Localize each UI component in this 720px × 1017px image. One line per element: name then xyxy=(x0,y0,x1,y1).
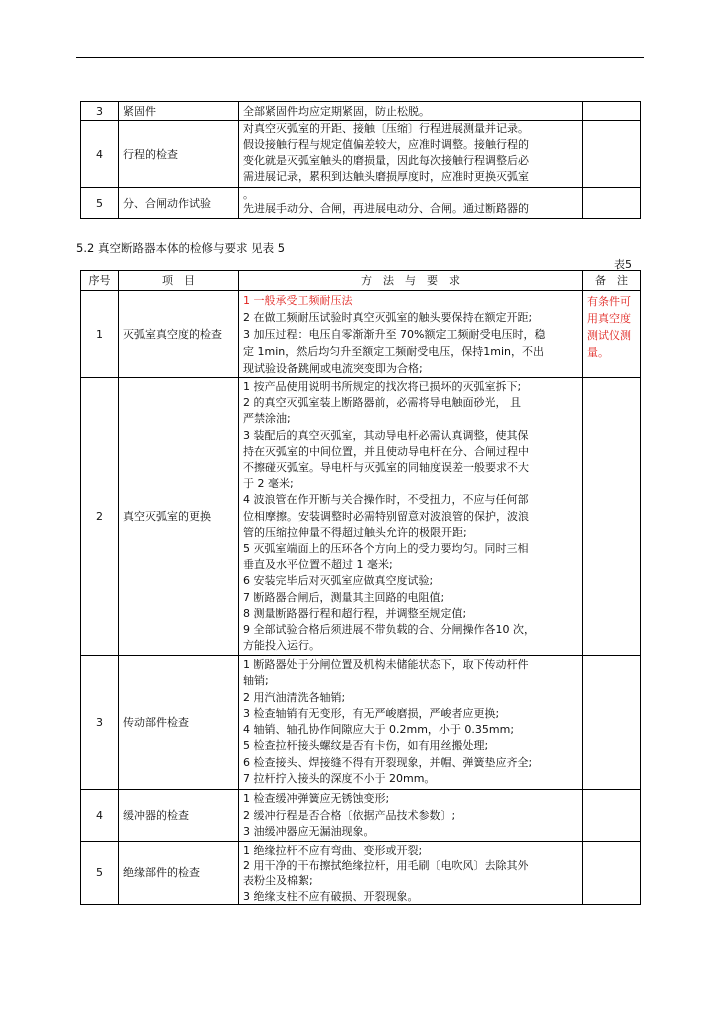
method-line: 3 加压过程：电压自零渐渐升至 70%额定工频耐受电压时，稳 xyxy=(243,328,546,341)
method-line: 9 全部试验合格后须进展不带负载的合、分闸操作各10 次， xyxy=(243,623,535,637)
row-method xyxy=(239,790,583,842)
method-line: 对真空灭弧室的开距、接触〔压缩〕行程进展测量并记录。 xyxy=(243,122,529,135)
method-line: 1 断路器处于分闸位置及机构未储能状态下，取下传动杆件 xyxy=(243,658,529,671)
table-row xyxy=(81,121,641,188)
row-method xyxy=(239,656,583,790)
method-line: 1 按产品使用说明书所规定的找次将已损坏的灭弧室拆下; xyxy=(243,380,522,393)
row-item: 分、合闸动作试验 xyxy=(119,188,239,219)
note-text: 有条件可用真空度测试仪测量。 xyxy=(587,295,631,359)
method-line: 4 轴销、轴孔协作间隙应大于 0.2mm，小于 0.35mm; xyxy=(243,723,515,737)
row-note xyxy=(583,790,641,842)
method-line: 不擦碰灭弧室。导电杆与灭弧室的同轴度误差一般要求不大 xyxy=(243,461,529,475)
method-line: 5 灭弧室端面上的压环各个方向上的受力要均匀。同时三相 xyxy=(243,542,529,556)
table-5 xyxy=(80,270,641,905)
method-line: 3 检查轴销有无变形，有无严峻磨损，严峻者应更换; xyxy=(243,706,500,720)
header-num: 序号 xyxy=(81,271,119,291)
row-method xyxy=(239,842,583,905)
method-line: 变化就是灭弧室触头的磨损量，因此每次接触行程调整后必 xyxy=(243,154,529,167)
method-line: 3 绝缘支柱不应有破损、开裂现象。 xyxy=(243,889,419,903)
method-line: 3 油缓冲器应无漏油现象。 xyxy=(243,825,375,838)
row-item: 缓冲器的检查 xyxy=(119,790,239,842)
table-label: 表5 xyxy=(614,258,632,271)
method-line: 严禁涂油; xyxy=(243,412,291,426)
method-line: 表粉尘及棉絮; xyxy=(243,874,313,888)
method-line: 先进展手动分、合闸，再进展电动分、合闸。通过断路器的 xyxy=(243,202,529,215)
row-item: 真空灭弧室的更换 xyxy=(119,378,239,656)
method-line: 于 2 毫米; xyxy=(243,477,294,491)
table-top xyxy=(80,101,641,219)
method-line: 2 的真空灭弧室装上断路器前，必需将导电触面砂光， 且 xyxy=(243,396,521,410)
row-number: 1 xyxy=(81,291,119,378)
method-line: 5 检查拉杆接头螺纹是否有卡伤，如有用丝搬处理; xyxy=(243,739,489,753)
row-item: 绝缘部件的检查 xyxy=(119,842,239,905)
table-row xyxy=(81,291,641,378)
row-item: 灭弧室真空度的检查 xyxy=(119,291,239,378)
row-method xyxy=(239,121,583,188)
method-line: 方能投入运行。 xyxy=(243,639,320,653)
table-row xyxy=(81,188,641,219)
method-line: 2 用干净的干布擦拭绝缘拉杆，用毛刷〔电吹风〕去除其外 xyxy=(243,859,529,873)
row-number: 2 xyxy=(81,378,119,656)
header-note: 备 注 xyxy=(583,271,641,291)
row-item: 紧固件 xyxy=(119,102,239,121)
method-line: 6 检查接头、焊接缝不得有开裂现象，并帽、弹簧垫应齐全; xyxy=(243,755,533,769)
method-line: 定 1min，然后均匀升至额定工频耐受电压，保持1min，不出 xyxy=(243,345,544,358)
row-number: 3 xyxy=(81,656,119,790)
row-note xyxy=(583,102,641,121)
row-item: 传动部件检查 xyxy=(119,656,239,790)
table-header-row xyxy=(81,271,641,291)
row-note xyxy=(583,842,641,905)
header-rule xyxy=(76,57,644,58)
row-method xyxy=(239,291,583,378)
method-line: 2 在做工频耐压试验时真空灭弧室的触头要保持在额定开距; xyxy=(243,311,533,324)
row-method xyxy=(239,378,583,656)
row-note xyxy=(583,291,641,378)
method-line: 7 断路器合闸后，测量其主回路的电阻值; xyxy=(243,590,445,604)
method-line: 垂直及水平位置不超过 1 毫米; xyxy=(243,558,393,572)
table-row xyxy=(81,102,641,121)
method-line: 1 绝缘拉杆不应有弯曲、变形或开裂; xyxy=(243,844,423,857)
method-line: 7 拉杆拧入接头的深度不小于 20mm。 xyxy=(243,772,436,786)
row-note xyxy=(583,188,641,219)
method-line: 4 波浪管在作开断与关合操作时，不受扭力，不应与任何部 xyxy=(243,493,529,507)
method-line: 位相摩擦。安装调整时必需特别留意对波浪管的保护，波浪 xyxy=(243,509,529,523)
row-note xyxy=(583,656,641,790)
row-number: 3 xyxy=(81,102,119,121)
method-line: 假设接触行程与规定值偏差较大，应准时调整。接触行程的 xyxy=(243,138,529,151)
row-number: 5 xyxy=(81,842,119,905)
row-number: 5 xyxy=(81,188,119,219)
method-line: 8 测量断路器行程和超行程，并调整至规定值; xyxy=(243,606,467,620)
method-line: 需进展记录，累积到达触头磨损厚度时，应准时更换灭弧室 xyxy=(243,170,529,183)
method-line: 管的压缩拉伸量不得超过触头允许的极限开距; xyxy=(243,525,467,539)
row-item: 行程的检查 xyxy=(119,121,239,188)
method-line: 3 装配后的真空灭弧室，其动导电杆必需认真调整，使其保 xyxy=(243,428,529,442)
method-line: 1 一般承受工频耐压法 xyxy=(243,294,353,307)
method-line: 现试验设备跳闸或电流突变即为合格; xyxy=(243,362,423,375)
section-caption: 5.2 真空断路器本体的检修与要求 见表 5 xyxy=(76,241,286,255)
table-row xyxy=(81,842,641,905)
table-row xyxy=(81,656,641,790)
method-line: 全部紧固件均应定期紧固，防止松脱。 xyxy=(243,105,430,118)
row-note xyxy=(583,121,641,188)
table-row xyxy=(81,378,641,656)
row-method xyxy=(239,102,583,121)
method-line: 。 xyxy=(243,188,254,201)
row-number: 4 xyxy=(81,121,119,188)
row-number: 4 xyxy=(81,790,119,842)
method-line: 轴销; xyxy=(243,674,269,688)
header-item: 项 目 xyxy=(119,271,239,291)
table-row xyxy=(81,790,641,842)
row-method xyxy=(239,188,583,219)
method-line: 2 缓冲行程是否合格〔依据产品技术参数〕; xyxy=(243,808,456,822)
method-line: 1 检查缓冲弹簧应无锈蚀变形; xyxy=(243,792,390,805)
row-note xyxy=(583,378,641,656)
method-line: 6 安装完毕后对灭弧室应做真空度试验; xyxy=(243,574,434,588)
method-line: 2 用汽油清洗各轴销; xyxy=(243,690,346,704)
method-line: 持在灭弧室的中间位置，并且使动导电杆在分、合闸过程中 xyxy=(243,444,529,458)
header-method: 方 法 与 要 求 xyxy=(239,271,583,291)
